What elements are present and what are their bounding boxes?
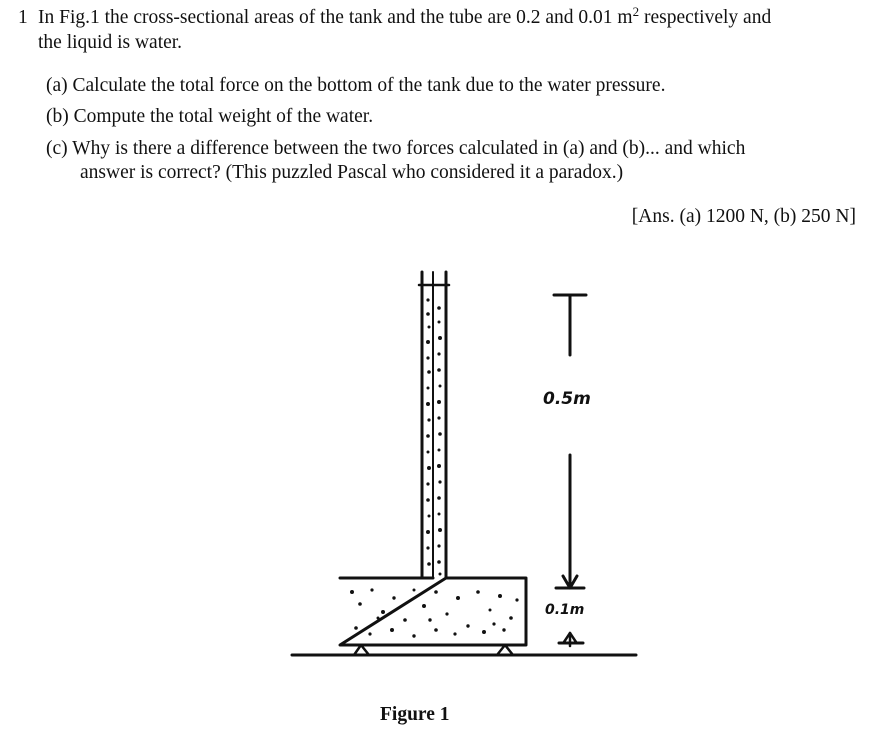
question-number: 1 <box>18 7 28 28</box>
tube-height-label: 0.5m <box>543 389 591 409</box>
tank-height-label: 0.1m <box>545 602 585 618</box>
part-a: (a) Calculate the total force on the bottom of the tank due to the water pressure. <box>46 75 666 96</box>
answer-key: [Ans. (a) 1200 N, (b) 250 N] <box>631 206 856 227</box>
water-dots-tank <box>350 588 519 637</box>
question-text-end: respectively and <box>639 7 772 28</box>
tank-outline <box>340 578 526 645</box>
unit-superscript: 2 <box>632 4 640 19</box>
question-text-line-2: the liquid is water. <box>38 32 183 53</box>
figure-caption: Figure 1 <box>380 704 450 725</box>
part-c-line-2: answer is correct? (This puzzled Pascal who considered it a paradox.) <box>80 162 624 183</box>
question-text-main: In Fig.1 the cross-sectional areas of the tank and the tube are 0.2 and 0.01 m <box>38 7 633 28</box>
part-b: (b) Compute the total weight of the water. <box>46 106 374 127</box>
part-c-line-1: (c) Why is there a difference between the two forces calculated in (a) and (b)... and which <box>46 138 746 159</box>
